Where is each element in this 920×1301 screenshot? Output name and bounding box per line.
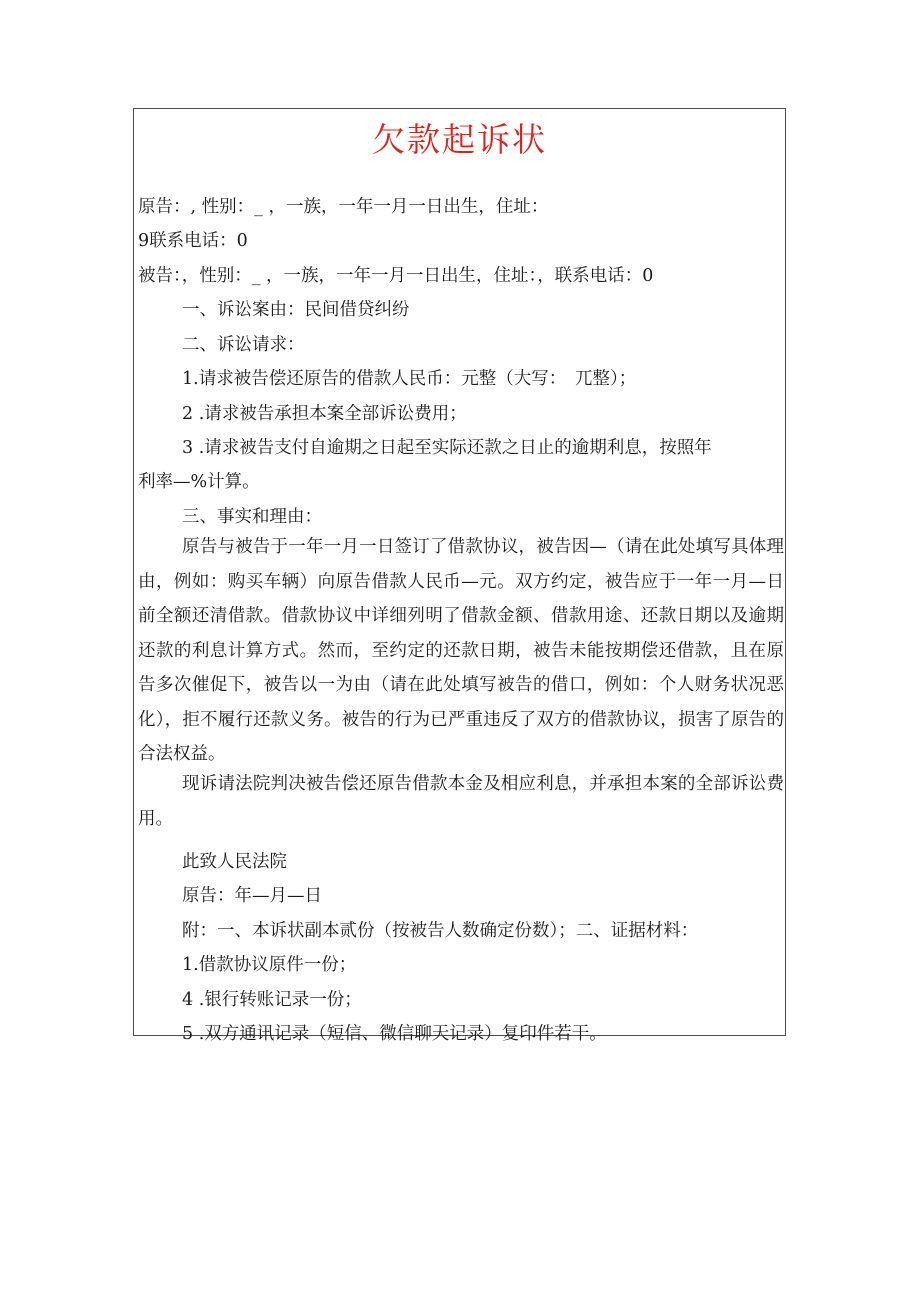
attachment-1: 1.借款协议原件一份；: [182, 955, 357, 975]
plaintiff-info: 原告：, 性别：_ ，一族，一年一月一日出生，住址：: [138, 197, 549, 217]
facts-heading: 三、事实和理由：: [182, 507, 322, 527]
plaintiff-phone: 9联系电话：0: [138, 231, 248, 251]
attachment-3: 5 .双方通讯记录（短信、微信聊天记录）复印件若干。: [182, 1024, 607, 1044]
claim-3-line2: 利率—%计算。: [138, 472, 260, 492]
claims-heading: 二、诉讼请求：: [182, 335, 305, 355]
case-cause: 一、诉讼案由：民间借贷纠纷: [182, 300, 410, 320]
document-frame: [133, 108, 786, 1044]
attachments-line: 附：一、本诉状副本贰份（按被告人数确定份数）；二、证据材料：: [182, 921, 699, 941]
document-title: 欠款起诉状: [372, 120, 547, 159]
attachment-2: 4 .银行转账记录一份；: [182, 990, 362, 1010]
signature-date: 原告：年—月—日: [182, 886, 322, 906]
request-paragraph: 现诉请法院判决被告偿还原告借款本金及相应利息，并承担本案的全部诉讼费用。: [138, 774, 784, 829]
claim-2: 2 .请求被告承担本案全部诉讼费用；: [182, 404, 467, 424]
claim-1: 1.请求被告偿还原告的借款人民币：元整（大写： 兀整）；: [182, 369, 637, 389]
claim-3-line1: 3 .请求被告支付自逾期之日起至实际还款之日止的逾期利息，按照年: [182, 438, 712, 458]
defendant-info: 被告：，性别：_ ，一族，一年一月一日出生，住址：，联系电话：0: [138, 266, 654, 286]
to-court: 此致人民法院: [182, 852, 287, 872]
facts-paragraph: 原告与被告于一年一月一日签订了借款协议，被告因—（请在此处填写具体理由，例如：购买车辆）向原告借款人民币—元。双方约定，被告应于一年一月—日前全额还清借款。借款协议中详细列明了借款金额、借款用途、还款日期以及逾期还款的利息计算方式。然而，至约定的还款日期，被告未能按期偿还借款，且在原告多次催促下，被告以一为由（请在此处填写被告的借口，例如：个人财务状况恶化），拒不履行还款义务。被告的行为已严重违反了双方的借款协议，损害了原告的合法权益。: [138, 537, 784, 764]
